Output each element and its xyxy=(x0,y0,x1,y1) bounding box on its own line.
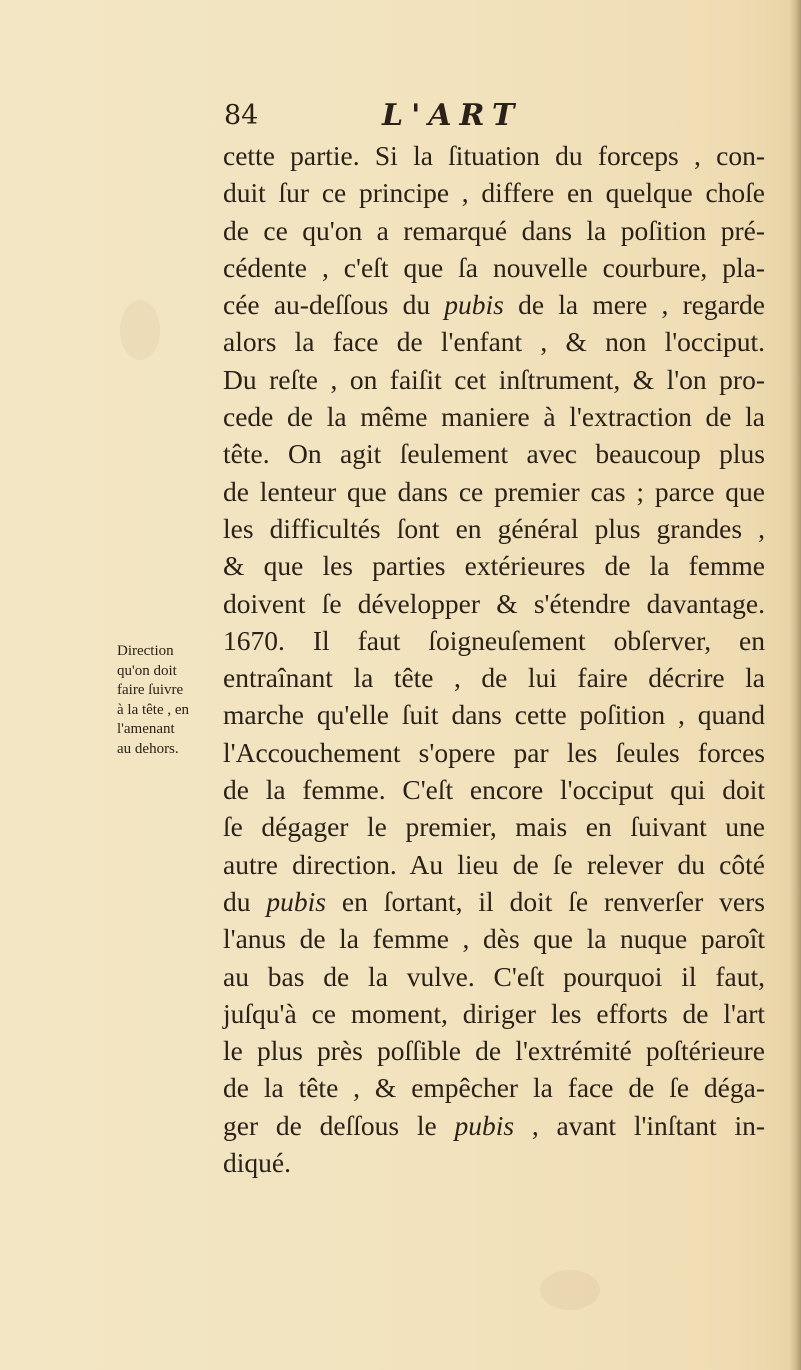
text-line xyxy=(223,323,765,360)
text-segment: du xyxy=(223,885,267,917)
text-segment: cette partie. Si la ſituation du forceps , con- xyxy=(223,140,765,171)
paper-stain xyxy=(120,300,160,360)
text-segment: 1670. Il faut ſoigneuſement obſerver, en xyxy=(223,624,765,656)
text-segment: l'Accouchement s'opere par les ſeules forces xyxy=(223,736,765,768)
text-line xyxy=(223,995,765,1032)
text-line xyxy=(223,137,765,174)
page-edge-shadow xyxy=(789,0,801,1370)
text-segment: & que les parties extérieures de la femme xyxy=(223,550,765,582)
running-title: L'ART xyxy=(382,98,523,133)
text-line xyxy=(223,883,765,920)
text-segment: cede de la même maniere à l'extraction de la xyxy=(223,401,765,433)
text-line xyxy=(223,473,765,510)
text-segment: ſe dégager le premier, mais en ſuivant une xyxy=(223,811,765,843)
text-segment: autre direction. Au lieu de ſe relever du côté xyxy=(223,848,765,880)
text-line xyxy=(223,585,765,622)
text-segment: ger de deſſous le xyxy=(223,1109,455,1141)
text-segment: doivent ſe développer & s'étendre davantage. xyxy=(223,587,765,619)
body-text xyxy=(223,137,765,1181)
text-line xyxy=(223,846,765,883)
text-segment: cédente , c'eſt que ſa nouvelle courbure, pla- xyxy=(223,251,765,283)
text-line xyxy=(223,361,765,398)
text-line xyxy=(223,659,765,696)
text-segment: , avant l'inſtant in- xyxy=(514,1109,766,1141)
text-line xyxy=(223,398,765,435)
text-segment: le plus près poſſible de l'extrémité poſtérieure xyxy=(223,1035,765,1067)
italic-term: pubis xyxy=(266,885,327,917)
text-line xyxy=(223,212,765,249)
text-segment: diqué. xyxy=(223,1147,291,1179)
text-line xyxy=(223,1144,765,1181)
text-line xyxy=(223,510,765,547)
text-segment: entraînant la tête , de lui faire décrire la xyxy=(223,662,765,694)
text-segment: juſqu'à ce moment, diriger les efforts de l'art xyxy=(223,997,765,1029)
italic-term: pubis xyxy=(444,289,504,321)
marginal-note xyxy=(117,642,221,760)
text-line xyxy=(223,435,765,472)
text-segment: alors la face de l'enfant , & non l'occiput. xyxy=(223,326,765,358)
text-segment: au bas de la vulve. C'eſt pourquoi il faut, xyxy=(223,960,765,992)
text-line xyxy=(223,547,765,584)
text-line xyxy=(223,771,765,808)
text-line xyxy=(223,286,765,323)
text-segment: de la tête , & empêcher la face de ſe déga- xyxy=(223,1072,765,1104)
text-segment: de lenteur que dans ce premier cas ; parce que xyxy=(223,475,765,507)
marginal-note-line: faire ſuivre xyxy=(117,682,184,699)
text-segment: de la femme. C'eſt encore l'occiput qui doit xyxy=(223,774,765,806)
text-line xyxy=(223,174,765,211)
text-line xyxy=(223,1032,765,1069)
text-line xyxy=(223,958,765,995)
text-segment: tête. On agit ſeulement avec beaucoup plus xyxy=(223,438,765,470)
text-line xyxy=(223,249,765,286)
paper-stain xyxy=(540,1270,600,1310)
text-segment: en ſortant, il doit ſe renverſer vers xyxy=(326,885,765,917)
text-line xyxy=(223,808,765,845)
text-segment: de la mere , regarde xyxy=(503,289,765,321)
text-segment: duit ſur ce principe , differe en quelque choſe xyxy=(223,177,765,209)
text-line xyxy=(223,1107,765,1144)
text-segment: les difficultés ſont en général plus grandes , xyxy=(223,512,765,544)
italic-term: pubis xyxy=(454,1109,515,1141)
text-line xyxy=(223,1069,765,1106)
text-segment: cée au-deſſous du xyxy=(223,289,445,321)
text-line xyxy=(223,622,765,659)
text-line xyxy=(223,696,765,733)
page-number: 84 xyxy=(224,100,259,131)
marginal-note-line: l'amenant xyxy=(117,721,175,738)
text-segment: marche qu'elle ſuit dans cette poſition , quand xyxy=(223,699,765,731)
text-line xyxy=(223,920,765,957)
text-line xyxy=(223,734,765,771)
marginal-note-line: à la tête , en xyxy=(117,701,190,718)
marginal-note-line: au dehors. xyxy=(117,740,179,757)
text-segment: l'anus de la femme , dès que la nuque paroît xyxy=(223,923,765,955)
text-segment: Du reſte , on faiſit cet inſtrument, & l'on pro- xyxy=(223,363,765,395)
marginal-note-line: qu'on doit xyxy=(117,662,177,679)
marginal-note-line: Direction xyxy=(117,643,174,659)
text-segment: de ce qu'on a remarqué dans la poſition pré- xyxy=(223,214,765,246)
page-header xyxy=(224,96,724,136)
